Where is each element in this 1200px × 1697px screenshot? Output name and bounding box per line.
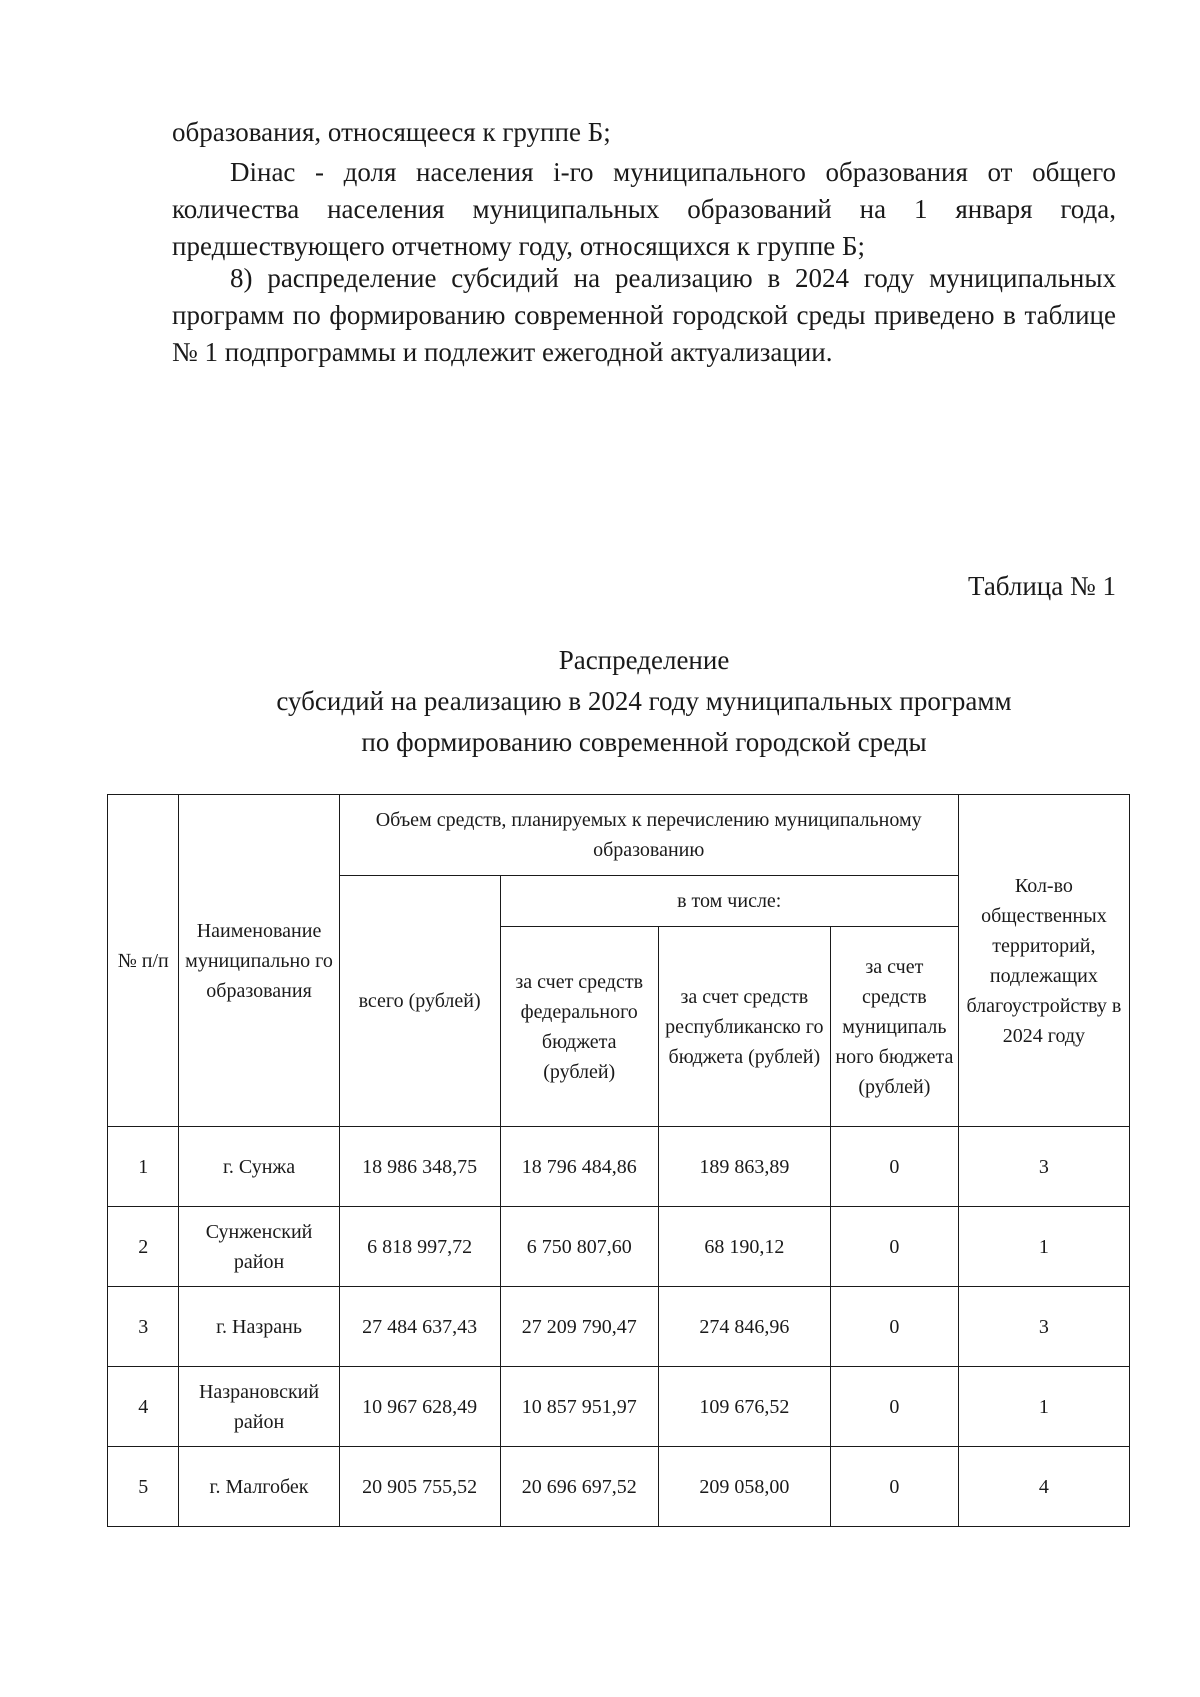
header-total: всего (рублей) bbox=[339, 876, 500, 1127]
cell-territory-count: 1 bbox=[958, 1207, 1129, 1287]
cell-republic: 109 676,52 bbox=[658, 1367, 830, 1447]
cell-territory-count: 3 bbox=[958, 1287, 1129, 1367]
header-municipal-budget: за счет средств муниципаль ного бюджета (рублей) bbox=[830, 927, 958, 1127]
table-title-line-1: Распределение bbox=[558, 645, 730, 675]
cell-republic: 68 190,12 bbox=[658, 1207, 830, 1287]
table-row bbox=[108, 1287, 1130, 1367]
paragraph-1: образования, относящееся к группе Б; bbox=[172, 117, 611, 147]
table-title bbox=[0, 640, 1200, 763]
cell-number: 1 bbox=[108, 1127, 179, 1207]
paragraph-2: Dінас - доля населения i-го муниципального образования от общего количества населения муниципальных образований на 1 января года, предшествующего отчетному году, относящихся к группе Б; bbox=[172, 157, 1116, 261]
cell-territory-count: 3 bbox=[958, 1127, 1129, 1207]
table-title-line-2: субсидий на реализацию в 2024 году муниципальных программ bbox=[276, 686, 1012, 716]
cell-territory-count: 4 bbox=[958, 1447, 1129, 1527]
cell-federal: 27 209 790,47 bbox=[500, 1287, 658, 1367]
cell-number: 3 bbox=[108, 1287, 179, 1367]
cell-territory-count: 1 bbox=[958, 1367, 1129, 1447]
header-funds-volume: Объем средств, планируемых к перечислению муниципальному образованию bbox=[339, 795, 958, 876]
header-federal-budget: за счет средств федерального бюджета (рублей) bbox=[500, 927, 658, 1127]
paragraph-3: 8) распределение субсидий на реализацию в 2024 году муниципальных программ по формированию современной городской среды приведено в таблице № 1 подпрограммы и подлежит ежегодной актуализации. bbox=[172, 263, 1116, 367]
header-including: в том числе: bbox=[500, 876, 958, 927]
table-row bbox=[108, 1207, 1130, 1287]
cell-total: 18 986 348,75 bbox=[339, 1127, 500, 1207]
cell-number: 5 bbox=[108, 1447, 179, 1527]
cell-municipal: 0 bbox=[830, 1287, 958, 1367]
cell-municipal: 0 bbox=[830, 1127, 958, 1207]
cell-municipality: г. Сунжа bbox=[179, 1127, 339, 1207]
header-republic-budget: за счет средств республиканско го бюджета (рублей) bbox=[658, 927, 830, 1127]
subsidy-distribution-table bbox=[107, 794, 1130, 1527]
table-number-label: Таблица № 1 bbox=[968, 571, 1116, 601]
cell-total: 27 484 637,43 bbox=[339, 1287, 500, 1367]
table-row bbox=[108, 1367, 1130, 1447]
cell-total: 6 818 997,72 bbox=[339, 1207, 500, 1287]
cell-municipality: Сунженский район bbox=[179, 1207, 339, 1287]
cell-municipal: 0 bbox=[830, 1367, 958, 1447]
cell-federal: 18 796 484,86 bbox=[500, 1127, 658, 1207]
table-row bbox=[108, 1127, 1130, 1207]
table-title-line-3: по формированию современной городской среды bbox=[361, 727, 927, 757]
cell-municipality: г. Малгобек bbox=[179, 1447, 339, 1527]
cell-municipality: г. Назрань bbox=[179, 1287, 339, 1367]
cell-number: 4 bbox=[108, 1367, 179, 1447]
header-number: № п/п bbox=[108, 795, 179, 1127]
cell-municipal: 0 bbox=[830, 1207, 958, 1287]
cell-municipal: 0 bbox=[830, 1447, 958, 1527]
cell-republic: 189 863,89 bbox=[658, 1127, 830, 1207]
cell-federal: 10 857 951,97 bbox=[500, 1367, 658, 1447]
cell-number: 2 bbox=[108, 1207, 179, 1287]
cell-total: 20 905 755,52 bbox=[339, 1447, 500, 1527]
cell-municipality: Назрановский район bbox=[179, 1367, 339, 1447]
header-territory-count: Кол-во общественных территорий, подлежащих благоустройству в 2024 году bbox=[958, 795, 1129, 1127]
table-row bbox=[108, 1447, 1130, 1527]
cell-federal: 20 696 697,52 bbox=[500, 1447, 658, 1527]
header-municipality-name: Наименование муниципально го образования bbox=[179, 795, 339, 1127]
cell-republic: 274 846,96 bbox=[658, 1287, 830, 1367]
cell-total: 10 967 628,49 bbox=[339, 1367, 500, 1447]
cell-republic: 209 058,00 bbox=[658, 1447, 830, 1527]
cell-federal: 6 750 807,60 bbox=[500, 1207, 658, 1287]
